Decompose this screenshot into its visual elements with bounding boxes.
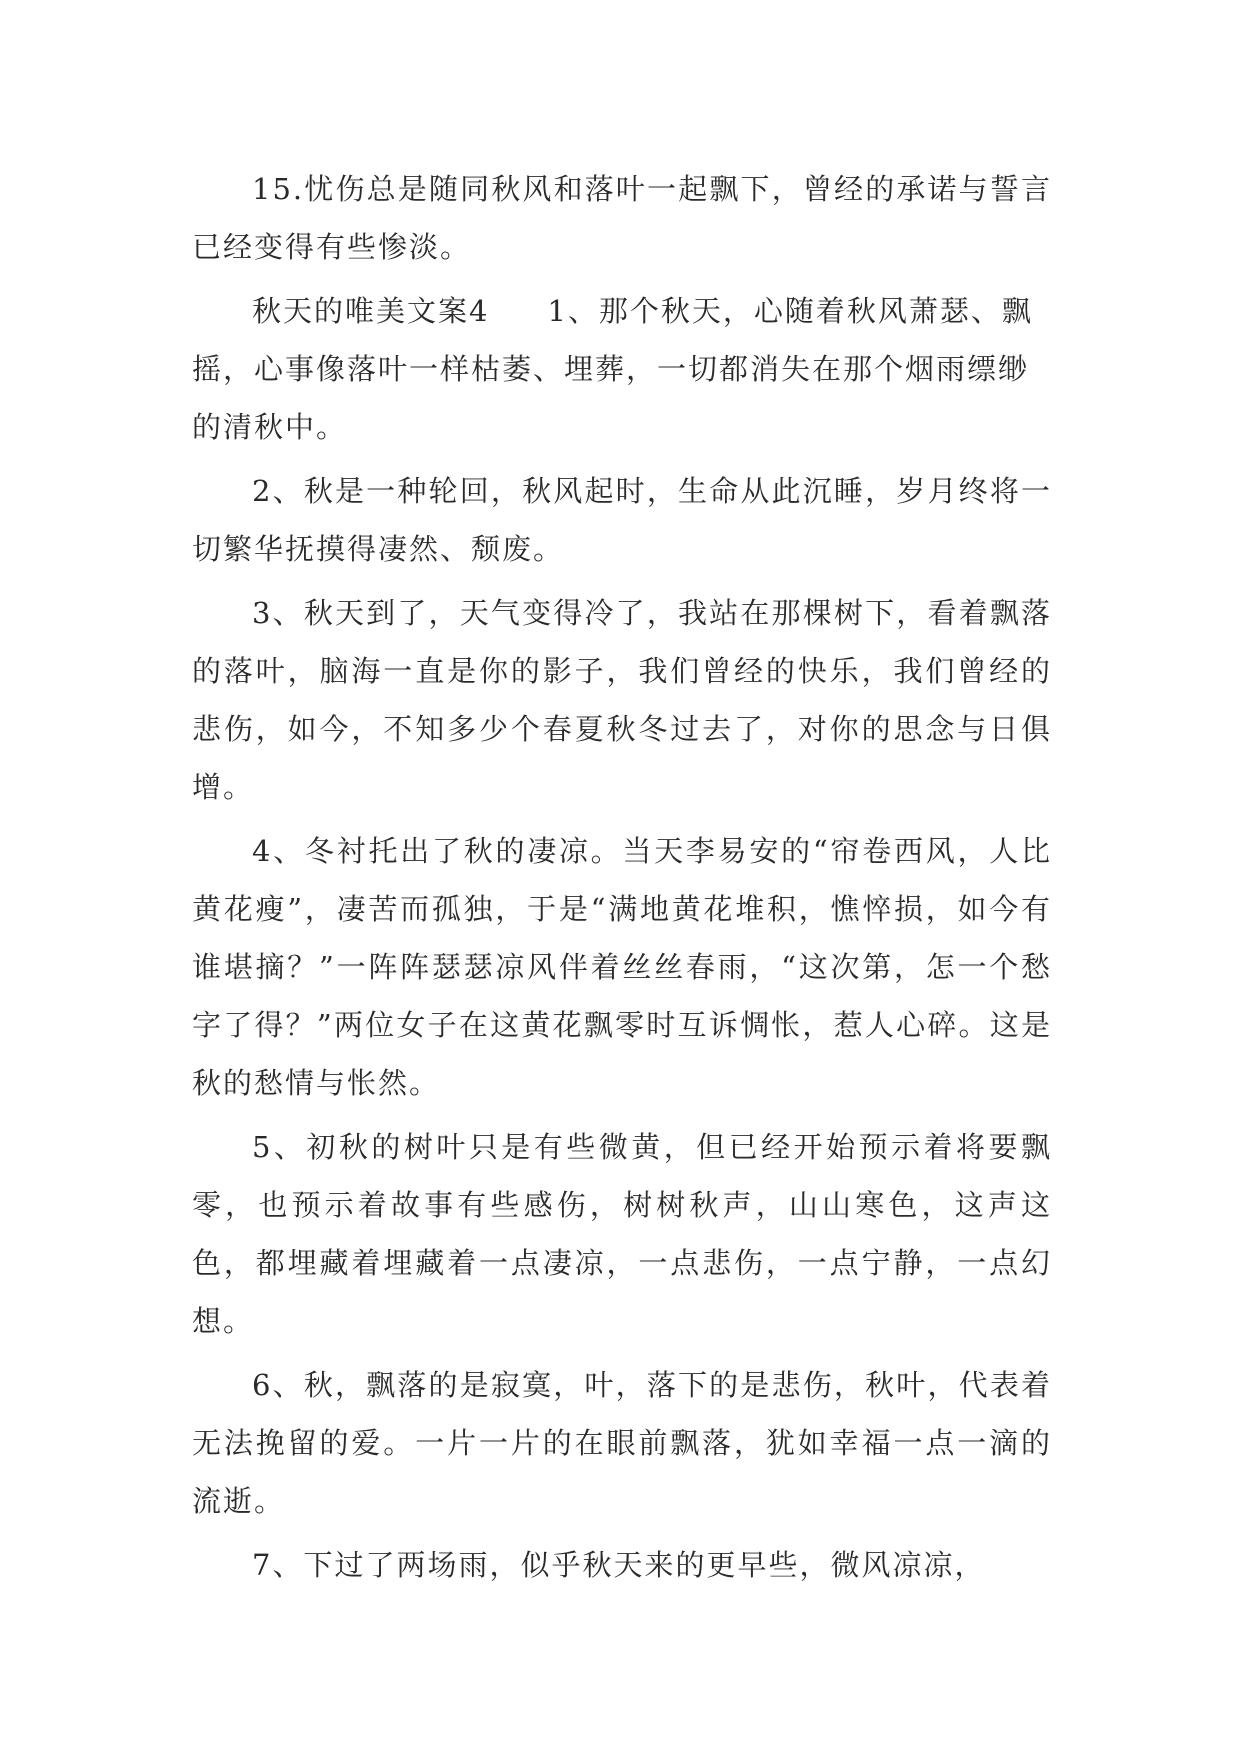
paragraph-6: 6、秋，飘落的是寂寞，叶，落下的是悲伤，秋叶，代表着无法挽留的爱。一片一片的在眼前飘落，犹如幸福一点一滴的流逝。	[192, 1368, 1052, 1518]
paragraph-2: 2、秋是一种轮回，秋风起时，生命从此沉睡，岁月终将一切繁华抚摸得凄然、颓废。	[192, 474, 1052, 566]
section-heading: 秋天的唯美文案4	[252, 294, 490, 328]
paragraph-5: 5、初秋的树叶只是有些微黄，但已经开始预示着将要飘零，也预示着故事有些感伤，树树秋声，山山寒色，这声这色，都埋藏着埋藏着一点凄凉，一点悲伤，一点宁静，一点幻想。	[192, 1130, 1052, 1338]
section-heading-line	[192, 282, 1052, 456]
paragraph-15: 15.忧伤总是随同秋风和落叶一起飘下，曾经的承诺与誓言已经变得有些惨淡。	[192, 172, 1052, 264]
paragraph-3: 3、秋天到了，天气变得冷了，我站在那棵树下，看着飘落的落叶，脑海一直是你的影子，我们曾经的快乐，我们曾经的悲伤，如今，不知多少个春夏秋冬过去了，对你的思念与日俱增。	[192, 596, 1052, 804]
paragraph-1: 1、那个秋天，心随着秋风萧瑟、飘摇，心事像落叶一样枯萎、埋葬，一切都消失在那个烟雨缥缈的清秋中。	[192, 294, 1033, 444]
document-body	[192, 160, 1052, 1600]
paragraph-7: 7、下过了两场雨，似乎秋天来的更早些，微风凉凉，	[252, 1548, 986, 1582]
paragraph-4: 4、冬衬托出了秋的凄凉。当天李易安的“帘卷西风，人比黄花瘦”，凄苦而孤独，于是“满地黄花堆积，憔悴损，如今有谁堪摘？”一阵阵瑟瑟凉风伴着丝丝春雨，“这次第，怎一个愁字了得？”两位女子在这黄花飘零时互诉惆怅，惹人心碎。这是秋的愁情与怅然。	[192, 834, 1052, 1100]
